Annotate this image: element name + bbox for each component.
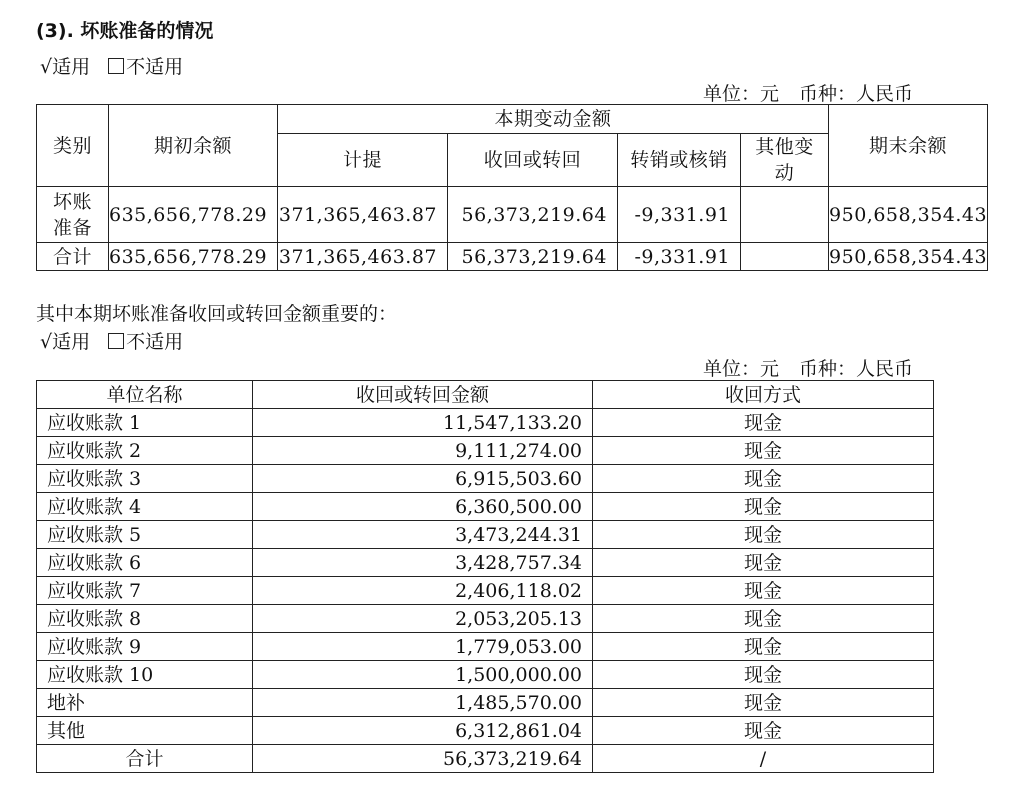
table-row (37, 521, 934, 549)
row-name: 地补 (37, 689, 253, 717)
unit-line-2 (703, 354, 913, 381)
check-mark-icon: √ (40, 56, 53, 78)
table-row (37, 187, 988, 243)
row-name: 应收账款 9 (37, 633, 253, 661)
row-method: 现金 (593, 549, 934, 577)
not-applicable-label: 不适用 (126, 56, 184, 78)
row-amount: 3,428,757.34 (253, 549, 593, 577)
table-row-total (37, 243, 988, 271)
checkbox-empty-icon (108, 333, 124, 349)
row-method: 现金 (593, 717, 934, 745)
row-category: 坏账准备 (37, 187, 109, 243)
check-mark-icon: √ (40, 331, 53, 353)
table-header-row (37, 381, 934, 409)
row-written-off: -9,331.91 (618, 187, 741, 243)
row-amount: 9,111,274.00 (253, 437, 593, 465)
row-amount: 1,779,053.00 (253, 633, 593, 661)
applicability-line-2 (40, 327, 183, 354)
table-row (37, 465, 934, 493)
not-applicable-label: 不适用 (126, 331, 184, 353)
row-amount: 2,053,205.13 (253, 605, 593, 633)
section-heading: (3). 坏账准备的情况 (36, 20, 214, 42)
row-amount: 1,485,570.00 (253, 689, 593, 717)
table-row (37, 409, 934, 437)
table-row (37, 661, 934, 689)
row-method: 现金 (593, 605, 934, 633)
row-amount: 3,473,244.31 (253, 521, 593, 549)
row-other (741, 187, 829, 243)
bad-debt-table (36, 104, 988, 271)
row-amount: 1,500,000.00 (253, 661, 593, 689)
row-name: 其他 (37, 717, 253, 745)
row-name: 应收账款 4 (37, 493, 253, 521)
applicable-label: 适用 (52, 56, 91, 78)
row-method: 现金 (593, 465, 934, 493)
unit-line-1 (703, 79, 913, 106)
header-change-group: 本期变动金额 (278, 105, 829, 134)
total-accrued: 371,365,463.87 (278, 243, 448, 271)
row-closing: 950,658,354.43 (829, 187, 988, 243)
row-opening: 635,656,778.29 (109, 187, 278, 243)
table-row (37, 689, 934, 717)
row-name: 应收账款 10 (37, 661, 253, 689)
row-name: 应收账款 8 (37, 605, 253, 633)
row-name: 应收账款 1 (37, 409, 253, 437)
row-accrued: 371,365,463.87 (278, 187, 448, 243)
table-row (37, 437, 934, 465)
header-accrued: 计提 (278, 134, 448, 187)
unit-label: 单位：元 (703, 83, 780, 105)
table-row-total (37, 745, 934, 773)
row-method: 现金 (593, 633, 934, 661)
header-method: 收回方式 (593, 381, 934, 409)
total-closing: 950,658,354.43 (829, 243, 988, 271)
row-method: 现金 (593, 521, 934, 549)
table-row (37, 577, 934, 605)
applicability-line-1 (40, 52, 183, 79)
table-row (37, 493, 934, 521)
header-written-off: 转销或核销 (618, 134, 741, 187)
header-closing: 期末余额 (829, 105, 988, 187)
row-name: 应收账款 3 (37, 465, 253, 493)
table-row (37, 717, 934, 745)
row-name: 应收账款 2 (37, 437, 253, 465)
table-row (37, 633, 934, 661)
row-amount: 6,360,500.00 (253, 493, 593, 521)
checkbox-empty-icon (108, 58, 124, 74)
row-method: 现金 (593, 689, 934, 717)
recovery-table (36, 380, 934, 773)
row-recovered: 56,373,219.64 (448, 187, 618, 243)
total-category: 合计 (37, 243, 109, 271)
total-opening: 635,656,778.29 (109, 243, 278, 271)
unit-label: 单位：元 (703, 358, 780, 380)
header-category: 类别 (37, 105, 109, 187)
header-name: 单位名称 (37, 381, 253, 409)
row-method: 现金 (593, 409, 934, 437)
table-row (37, 605, 934, 633)
row-method: 现金 (593, 493, 934, 521)
total-method: / (593, 745, 934, 773)
row-method: 现金 (593, 577, 934, 605)
row-amount: 2,406,118.02 (253, 577, 593, 605)
total-recovered: 56,373,219.64 (448, 243, 618, 271)
row-name: 应收账款 5 (37, 521, 253, 549)
currency-label: 币种：人民币 (799, 83, 914, 105)
row-method: 现金 (593, 437, 934, 465)
section2-title: 其中本期坏账准备收回或转回金额重要的： (36, 303, 398, 325)
header-other: 其他变动 (741, 134, 829, 187)
total-name: 合计 (37, 745, 253, 773)
header-recovered: 收回或转回 (448, 134, 618, 187)
applicable-label: 适用 (52, 331, 91, 353)
header-amount: 收回或转回金额 (253, 381, 593, 409)
row-amount: 6,312,861.04 (253, 717, 593, 745)
total-amount: 56,373,219.64 (253, 745, 593, 773)
header-opening: 期初余额 (109, 105, 278, 187)
total-written-off: -9,331.91 (618, 243, 741, 271)
currency-label: 币种：人民币 (799, 358, 914, 380)
row-amount: 11,547,133.20 (253, 409, 593, 437)
total-other (741, 243, 829, 271)
row-method: 现金 (593, 661, 934, 689)
row-name: 应收账款 7 (37, 577, 253, 605)
row-name: 应收账款 6 (37, 549, 253, 577)
table-row (37, 549, 934, 577)
row-amount: 6,915,503.60 (253, 465, 593, 493)
